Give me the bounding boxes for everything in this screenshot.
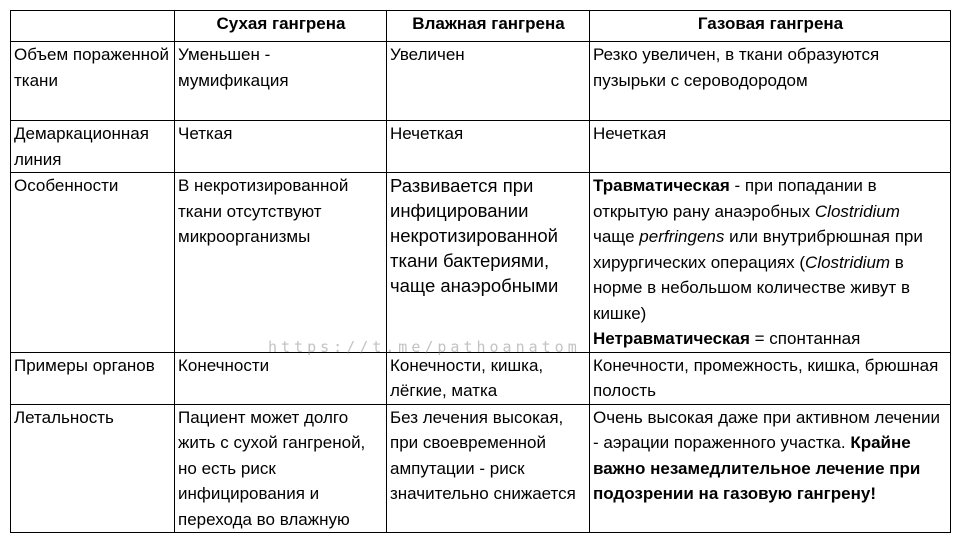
text-segment: Очень высокая даже при активном лечении - аэрации пораженного участка. bbox=[593, 407, 941, 452]
row-label: Летальность bbox=[11, 404, 175, 533]
table-row-demarcation bbox=[11, 121, 951, 173]
row-label: Особенности bbox=[11, 173, 175, 353]
header-dry: Сухая гангрена bbox=[175, 11, 387, 42]
row-label: Примеры органов bbox=[11, 352, 175, 404]
text-segment: = спонтанная bbox=[749, 329, 861, 348]
table-row-lethality bbox=[11, 404, 951, 533]
cell-dry: Пациент может долго жить с сухой гангреной, но есть риск инфицирования и перехода во влажную bbox=[175, 404, 387, 533]
header-gas: Газовая гангрена bbox=[590, 11, 951, 42]
cell-wet: Нечеткая bbox=[387, 121, 590, 173]
table-row-features bbox=[11, 173, 951, 353]
table-row-examples bbox=[11, 352, 951, 404]
text-segment: Травматическая bbox=[593, 176, 730, 195]
text-segment: Clostridium bbox=[814, 201, 900, 221]
text-segment: perfringens bbox=[639, 227, 725, 246]
cell-gas: Конечности, промежность, кишка, брюшная полость bbox=[590, 352, 951, 404]
cell-dry: В некротизированной ткани отсутствуют микроорганизмы bbox=[175, 173, 387, 353]
cell-wet: Конечности, кишка, лёгкие, матка bbox=[387, 352, 590, 404]
header-blank-cell bbox=[11, 11, 175, 42]
text-segment: - при попадании в открытую рану анаэробных bbox=[593, 176, 877, 221]
cell-dry: Уменьшен - мумификация bbox=[175, 42, 387, 121]
row-label: Демаркационная линия bbox=[11, 121, 175, 173]
header-row bbox=[11, 11, 951, 42]
header-wet: Влажная гангрена bbox=[387, 11, 590, 42]
cell-gas: Резко увеличен, в ткани образуются пузырьки с сероводородом bbox=[590, 42, 951, 121]
text-segment: Нетравматическая bbox=[593, 329, 750, 348]
table-row-volume bbox=[11, 42, 951, 121]
cell-gas bbox=[590, 173, 951, 353]
watermark: https://t.me/pathoanatom bbox=[268, 338, 581, 356]
cell-wet: Увеличен bbox=[387, 42, 590, 121]
cell-dry: Конечности bbox=[175, 352, 387, 404]
cell-wet: Развивается при инфицировании некротизированной ткани бактериями, чаще анаэробными bbox=[387, 173, 590, 353]
cell-wet: Без лечения высокая, при своевременной ампутации - риск значительно снижается bbox=[387, 404, 590, 533]
text-segment: в норме в небольшом количестве живут в кишке) bbox=[593, 252, 910, 323]
text-segment: Clostridium bbox=[805, 252, 891, 272]
cell-dry: Четкая bbox=[175, 121, 387, 173]
text-segment: чаще bbox=[593, 227, 640, 246]
cell-gas bbox=[590, 404, 951, 533]
cell-gas: Нечеткая bbox=[590, 121, 951, 173]
text-segment: Крайне важно незамедлительное лечение при подозрении на газовую гангрену! bbox=[593, 433, 921, 503]
text-segment: или внутрибрюшная при хирургических операциях ( bbox=[593, 227, 923, 272]
row-label: Объем пораженной ткани bbox=[11, 42, 175, 121]
gangrene-comparison-table bbox=[10, 10, 951, 533]
